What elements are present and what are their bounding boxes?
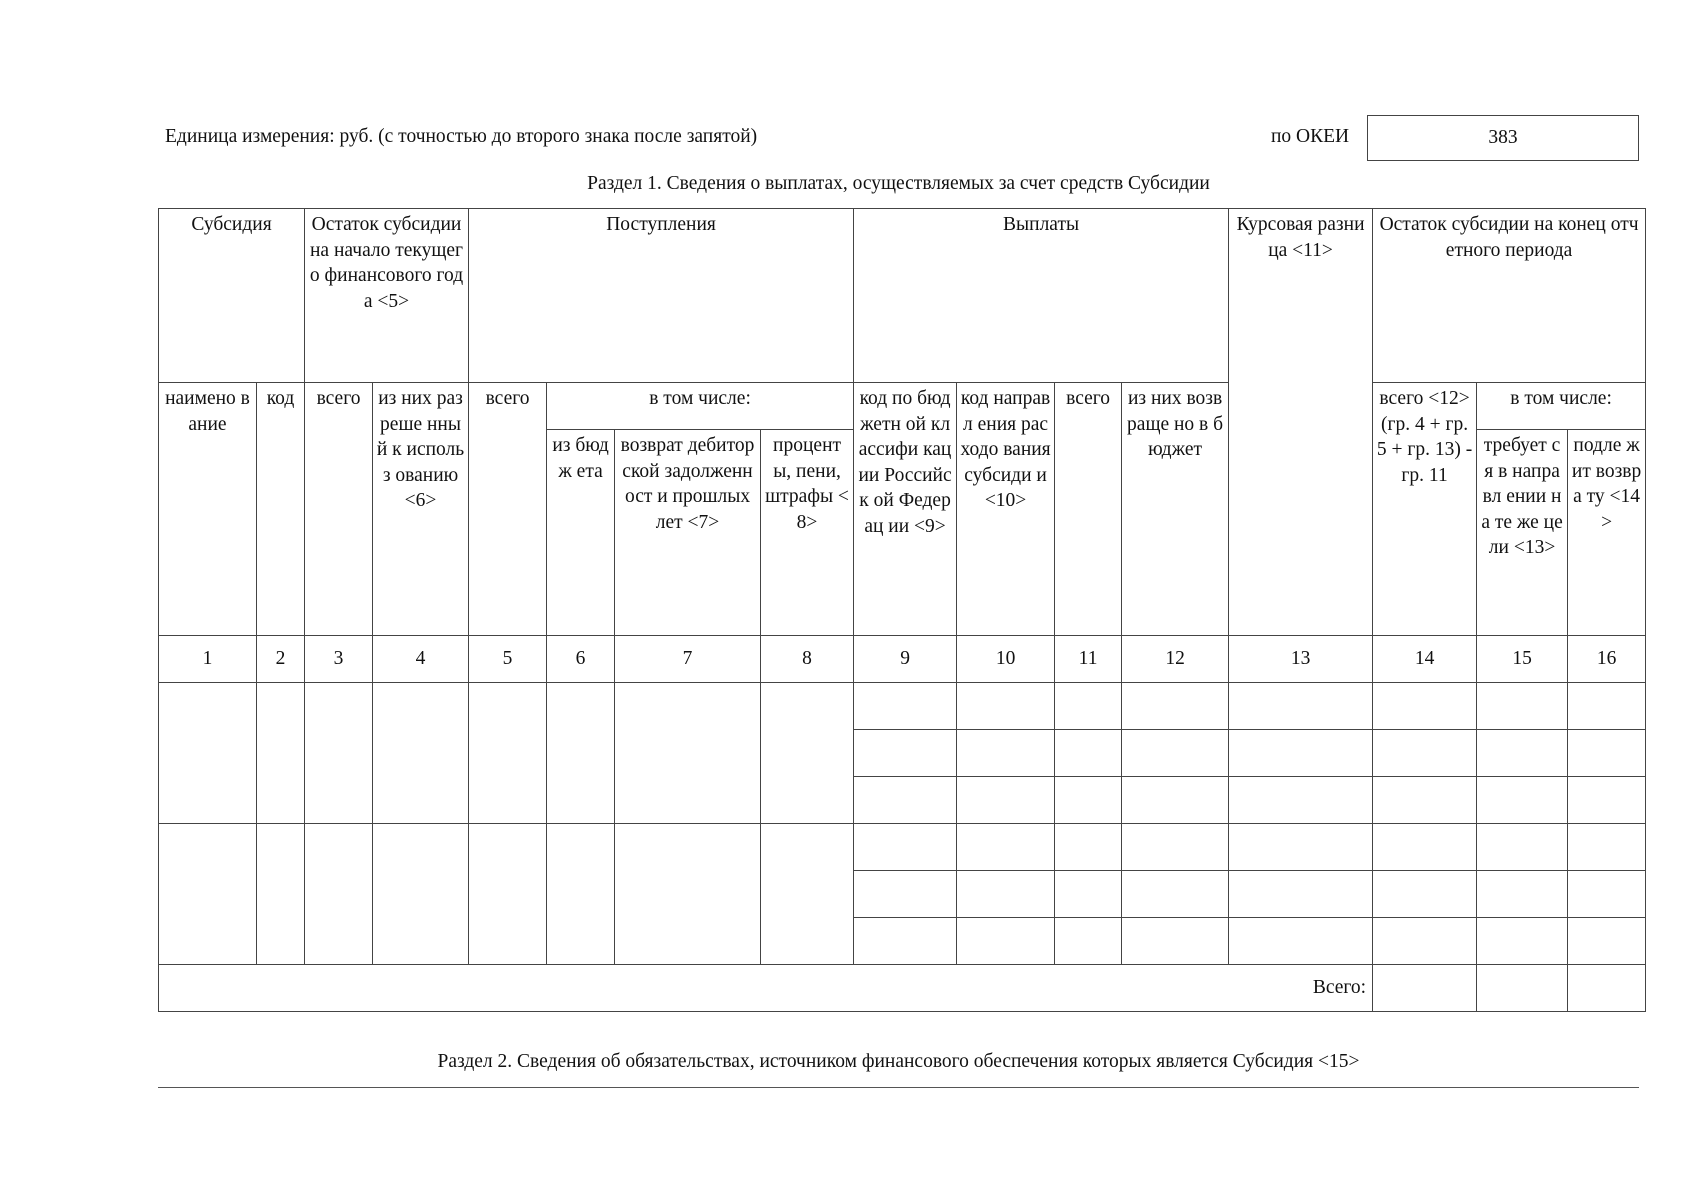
table-cell[interactable] <box>1373 918 1477 965</box>
balance-end-group-header: Остаток субсидии на конец отчетного периода <box>1373 209 1646 383</box>
table-row <box>159 824 1646 871</box>
table-cell[interactable] <box>1055 871 1122 918</box>
table-cell[interactable] <box>1373 730 1477 777</box>
table-cell[interactable] <box>1568 777 1646 824</box>
column-number: 3 <box>305 636 373 683</box>
table-cell[interactable] <box>1122 871 1229 918</box>
table-cell[interactable] <box>1373 683 1477 730</box>
table-cell[interactable] <box>373 683 469 824</box>
column-number: 16 <box>1568 636 1646 683</box>
table-cell[interactable] <box>854 871 957 918</box>
table-cell[interactable] <box>373 824 469 965</box>
table-cell[interactable] <box>1229 918 1373 965</box>
total-cell[interactable] <box>1568 965 1646 1012</box>
table-cell[interactable] <box>1477 777 1568 824</box>
table-cell[interactable] <box>854 683 957 730</box>
column-number: 12 <box>1122 636 1229 683</box>
total-row <box>159 965 1646 1012</box>
table-cell[interactable] <box>1477 824 1568 871</box>
header-row-groups <box>159 209 1646 383</box>
column-number: 7 <box>615 636 761 683</box>
table-cell[interactable] <box>957 871 1055 918</box>
table-cell[interactable] <box>1229 824 1373 871</box>
table-cell[interactable] <box>1055 824 1122 871</box>
table-cell[interactable] <box>1568 871 1646 918</box>
col-returned-to-budget-header: из них возвраще но в бюджет <box>1122 383 1229 636</box>
table-cell[interactable] <box>957 777 1055 824</box>
payments-table <box>158 208 1646 1012</box>
table-cell[interactable] <box>1229 777 1373 824</box>
column-number: 14 <box>1373 636 1477 683</box>
col-budget-class-code-header: код по бюджетн ой классифи кации Российск ой Федерац ии <9> <box>854 383 957 636</box>
table-cell[interactable] <box>1477 918 1568 965</box>
column-numbers-row <box>159 636 1646 683</box>
table-cell[interactable] <box>854 730 957 777</box>
column-number: 2 <box>257 636 305 683</box>
table-cell[interactable] <box>1568 918 1646 965</box>
subsidy-group-header: Субсидия <box>159 209 305 383</box>
table-cell[interactable] <box>1568 683 1646 730</box>
column-number: 6 <box>547 636 615 683</box>
table-cell[interactable] <box>957 730 1055 777</box>
table-cell[interactable] <box>1477 683 1568 730</box>
table-cell[interactable] <box>854 777 957 824</box>
table-cell[interactable] <box>615 824 761 965</box>
table-cell[interactable] <box>1229 730 1373 777</box>
table-cell[interactable] <box>1229 871 1373 918</box>
col-expense-direction-code-header: код направл ения расходо вания субсиди и <10> <box>957 383 1055 636</box>
column-number: 4 <box>373 636 469 683</box>
col-end-incl-header: в том числе: <box>1477 383 1646 430</box>
column-number: 1 <box>159 636 257 683</box>
col-receivables-return-header: возврат дебиторской задолженност и прошлых лет <7> <box>615 430 761 636</box>
table-cell[interactable] <box>159 683 257 824</box>
fx-diff-header: Курсовая разница <11> <box>1229 209 1373 636</box>
col-start-total-header: всего <box>305 383 373 636</box>
table-cell[interactable] <box>1122 730 1229 777</box>
column-number: 10 <box>957 636 1055 683</box>
col-to-return-header: подле жит возвра ту <14> <box>1568 430 1646 636</box>
table-cell[interactable] <box>547 683 615 824</box>
section-2-title: Раздел 2. Сведения об обязательствах, источником финансового обеспечения которых является Субсидия <15> <box>437 1051 1360 1072</box>
section-1-title: Раздел 1. Сведения о выплатах, осуществляемых за счет средств Субсидии <box>587 173 1210 194</box>
col-needed-same-purpose-header: требует ся в направл ении на те же цели <13> <box>1477 430 1568 636</box>
table-cell[interactable] <box>1055 683 1122 730</box>
col-interest-fines-header: процент ы, пени, штрафы <8> <box>761 430 854 636</box>
col-from-budget-header: из бюдж ета <box>547 430 615 636</box>
column-number: 9 <box>854 636 957 683</box>
table-cell[interactable] <box>615 683 761 824</box>
table-cell[interactable] <box>305 683 373 824</box>
total-cell[interactable] <box>1373 965 1477 1012</box>
unit-of-measure-label: Единица измерения: руб. (с точностью до второго знака после запятой) <box>165 126 758 147</box>
col-receipts-total-header: всего <box>469 383 547 636</box>
table-cell[interactable] <box>159 824 257 965</box>
table-cell[interactable] <box>957 683 1055 730</box>
table-cell[interactable] <box>1122 824 1229 871</box>
table-row <box>159 683 1646 730</box>
table-cell[interactable] <box>1055 918 1122 965</box>
payments-group-header: Выплаты <box>854 209 1229 383</box>
table-cell[interactable] <box>854 824 957 871</box>
table-cell[interactable] <box>1122 683 1229 730</box>
header-row-columns <box>159 383 1646 430</box>
okei-code-field[interactable]: 383 <box>1367 115 1639 161</box>
total-label: Всего: <box>159 965 1373 1012</box>
table-cell[interactable] <box>1568 824 1646 871</box>
balance-start-group-header: Остаток субсидии на начало текущего финансового года <5> <box>305 209 469 383</box>
col-payments-total-header: всего <box>1055 383 1122 636</box>
table-cell[interactable] <box>1477 730 1568 777</box>
receipts-group-header: Поступления <box>469 209 854 383</box>
table-cell[interactable] <box>1373 777 1477 824</box>
table-cell[interactable] <box>854 918 957 965</box>
table-cell[interactable] <box>547 824 615 965</box>
table-cell[interactable] <box>761 824 854 965</box>
table-cell[interactable] <box>1122 918 1229 965</box>
table-cell[interactable] <box>1477 871 1568 918</box>
col-name-header: наимено вание <box>159 383 257 636</box>
table-cell[interactable] <box>257 683 305 824</box>
table-cell[interactable] <box>761 683 854 824</box>
okei-label: по ОКЕИ <box>1271 126 1350 147</box>
table-cell[interactable] <box>1373 824 1477 871</box>
table-cell[interactable] <box>469 683 547 824</box>
total-cell[interactable] <box>1477 965 1568 1012</box>
col-receipts-incl-header: в том числе: <box>547 383 854 430</box>
col-code-header: код <box>257 383 305 636</box>
table-cell[interactable] <box>957 918 1055 965</box>
column-number: 5 <box>469 636 547 683</box>
section-2-divider <box>158 1087 1639 1088</box>
table-cell[interactable] <box>1568 730 1646 777</box>
column-number: 13 <box>1229 636 1373 683</box>
col-start-allowed-header: из них разреше нный к использ ованию <6> <box>373 383 469 636</box>
col-end-total-header: всего <12> (гр. 4 + гр. 5 + гр. 13) - гр. 11 <box>1373 383 1477 636</box>
table-cell[interactable] <box>957 824 1055 871</box>
table-cell[interactable] <box>1055 730 1122 777</box>
column-number: 11 <box>1055 636 1122 683</box>
table-cell[interactable] <box>1122 777 1229 824</box>
column-number: 15 <box>1477 636 1568 683</box>
table-cell[interactable] <box>1229 683 1373 730</box>
table-cell[interactable] <box>305 824 373 965</box>
column-number: 8 <box>761 636 854 683</box>
table-cell[interactable] <box>469 824 547 965</box>
table-cell[interactable] <box>1373 871 1477 918</box>
table-cell[interactable] <box>1055 777 1122 824</box>
table-cell[interactable] <box>257 824 305 965</box>
